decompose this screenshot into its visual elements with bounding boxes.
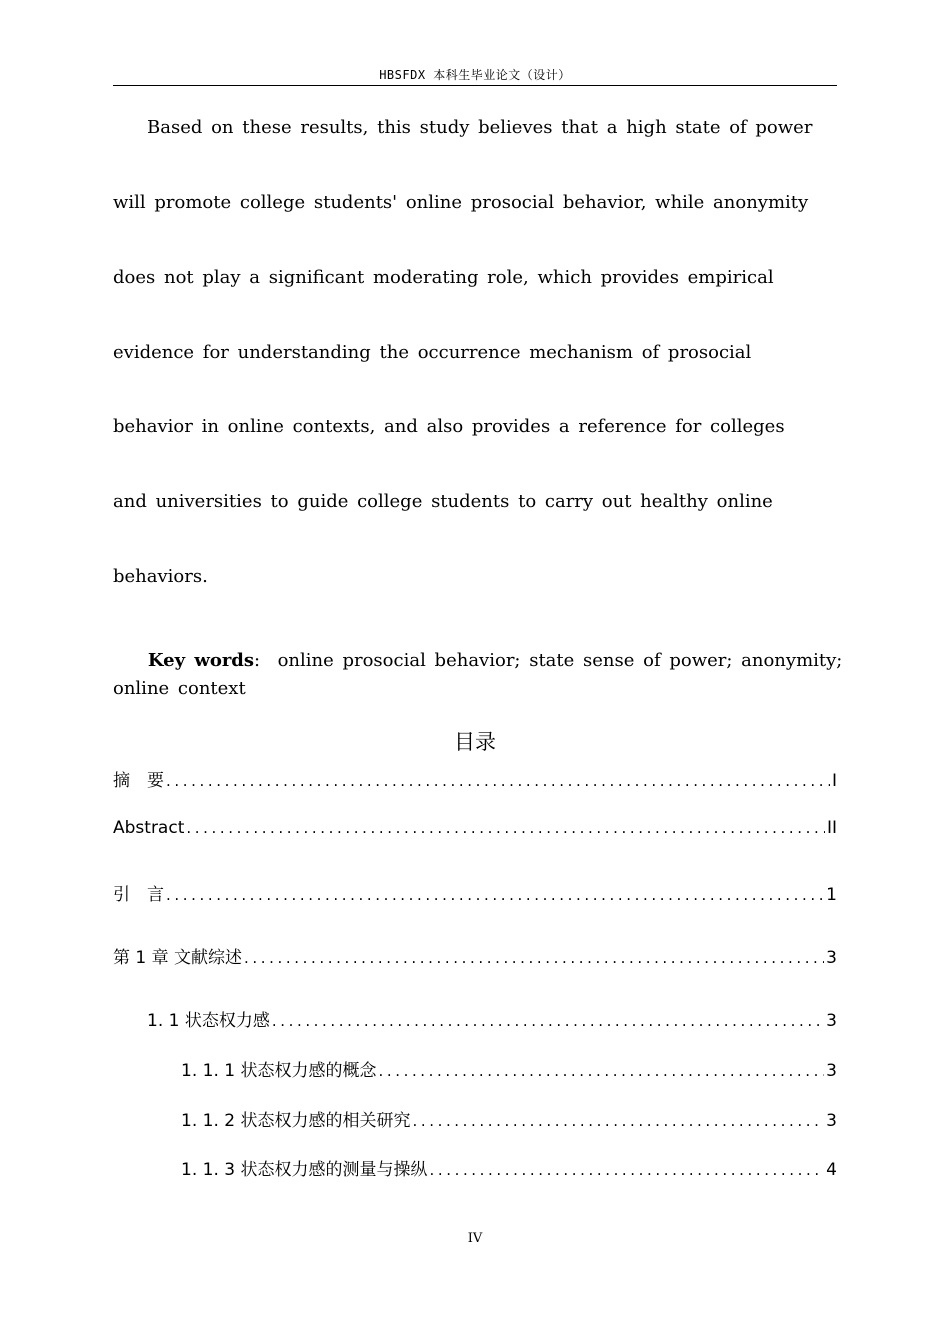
toc-leader-dots xyxy=(378,1062,824,1080)
toc-entry-label: Abstract xyxy=(113,818,185,838)
toc-title: 目录 xyxy=(454,730,496,754)
toc-entry[interactable] xyxy=(181,1056,837,1081)
keywords-text: online prosocial behavior; state sense of power; anonymity; xyxy=(277,650,843,671)
toc-entry[interactable] xyxy=(181,1155,837,1180)
toc-entry-label: 1. 1 状态权力感 xyxy=(147,1011,270,1031)
toc-leader-dots xyxy=(272,1012,824,1030)
toc-leader-dots xyxy=(412,1112,824,1130)
toc-entry-page: II xyxy=(826,818,837,838)
toc-entry-label: 1. 1. 1 状态权力感的概念 xyxy=(181,1061,377,1081)
toc-entry-page: I xyxy=(831,771,837,791)
toc-entry-page: 3 xyxy=(826,1061,837,1081)
page-header: HBSFDX 本科生毕业论文（设计） xyxy=(379,68,571,82)
toc-entry[interactable] xyxy=(113,880,837,905)
toc-entry[interactable] xyxy=(181,1106,837,1131)
toc-entry-label: 1. 1. 3 状态权力感的测量与操纵 xyxy=(181,1160,428,1180)
toc-entry[interactable] xyxy=(113,943,837,968)
toc-entry-page: 3 xyxy=(826,1011,837,1031)
abstract-line: will promote college students' online prosocial behavior, while anonymity xyxy=(113,192,809,213)
toc-entry-label: 1. 1. 2 状态权力感的相关研究 xyxy=(181,1111,411,1131)
header-rule xyxy=(113,85,837,86)
keywords-separator: : xyxy=(254,650,261,671)
abstract-line: and universities to guide college students to carry out healthy online xyxy=(113,491,773,512)
abstract-line: Based on these results, this study believes that a high state of power xyxy=(147,117,813,138)
abstract-line: does not play a significant moderating role, which provides empirical xyxy=(113,267,774,288)
toc-entry-label: 引 言 xyxy=(113,885,164,905)
toc-entry[interactable] xyxy=(113,818,837,838)
toc-leader-dots xyxy=(186,819,825,837)
toc-entry-label: 第 1 章 文献综述 xyxy=(113,948,243,968)
toc-entry[interactable] xyxy=(147,1006,837,1031)
toc-entry[interactable] xyxy=(113,766,837,791)
abstract-line: behavior in online contexts, and also provides a reference for colleges xyxy=(113,416,785,437)
keywords-line-continued: online context xyxy=(113,678,246,699)
toc-entry-label: 摘 要 xyxy=(113,771,164,791)
toc-leader-dots xyxy=(244,949,824,967)
page-number: IV xyxy=(467,1231,483,1246)
keywords-label: Key words xyxy=(147,650,255,671)
abstract-line: behaviors. xyxy=(113,566,208,587)
toc-leader-dots xyxy=(166,772,830,790)
abstract-line: evidence for understanding the occurrence mechanism of prosocial xyxy=(113,342,752,363)
toc-leader-dots xyxy=(166,886,824,904)
toc-entry-page: 4 xyxy=(826,1160,837,1180)
toc-leader-dots xyxy=(429,1161,824,1179)
toc-entry-page: 3 xyxy=(826,1111,837,1131)
toc-entry-page: 3 xyxy=(826,948,837,968)
toc-entry-page: 1 xyxy=(826,885,837,905)
